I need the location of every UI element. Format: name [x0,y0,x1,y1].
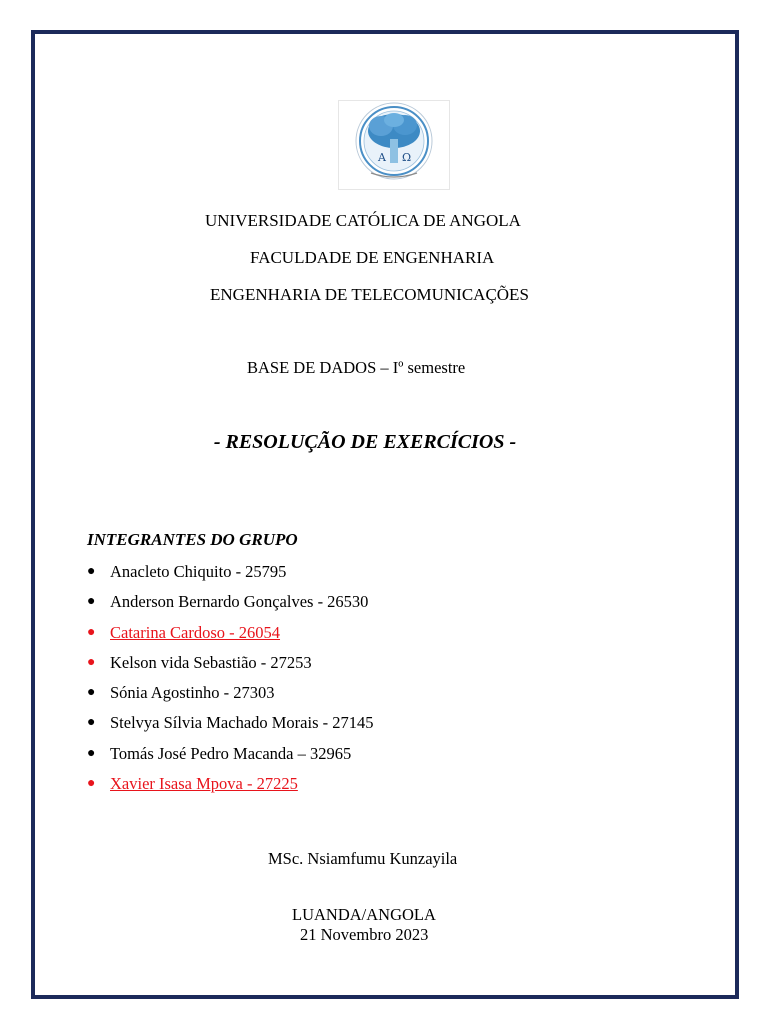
list-item [87,711,374,741]
bullet-icon: ● [87,745,96,761]
bullet-icon: ● [87,594,96,610]
member-name: Tomás José Pedro Macanda – 32965 [110,743,352,763]
list-item [87,681,374,711]
bullet-icon: ● [87,715,96,731]
course-name: ENGENHARIA DE TELECOMUNICAÇÕES [210,285,529,304]
members-heading: INTEGRANTES DO GRUPO [87,530,298,549]
member-name: Sónia Agostinho - 27303 [110,683,275,703]
member-name: Kelson vida Sebastião - 27253 [110,652,312,672]
bullet-icon: ● [87,564,96,579]
bullet-icon: ● [87,685,96,701]
faculty-name: FACULDADE DE ENGENHARIA [250,248,495,267]
members-list [87,560,374,802]
list-item [87,621,374,651]
list-item [87,590,374,620]
member-name[interactable]: Xavier Isasa Mpova - 27225 [110,774,298,794]
list-item [87,560,374,590]
logo-seal-icon [339,101,449,189]
document-title: - RESOLUÇÃO DE EXERCÍCIOS - [213,431,517,453]
svg-text:Ω: Ω [402,151,412,164]
svg-text:Α: Α [378,151,386,164]
bullet-icon: ● [87,776,96,792]
member-name[interactable]: Catarina Cardoso - 26054 [110,622,281,642]
date: 21 Novembro 2023 [300,925,429,944]
list-item [87,742,374,772]
member-name: Stelvya Sílvia Machado Morais - 27145 [110,713,374,733]
member-name: Anacleto Chiquito - 25795 [110,562,287,581]
university-logo [338,100,450,190]
bullet-icon: ● [87,624,96,640]
list-item [87,651,374,681]
member-name: Anderson Bernardo Gonçalves - 26530 [110,592,369,612]
subject-line: BASE DE DADOS – Iº semestre [247,358,466,377]
list-item [87,772,374,802]
bullet-icon: ● [87,654,96,670]
university-name: UNIVERSIDADE CATÓLICA DE ANGOLA [205,211,521,230]
teacher-name: MSc. Nsiamfumu Kunzayila [268,849,458,868]
location: LUANDA/ANGOLA [292,905,436,924]
